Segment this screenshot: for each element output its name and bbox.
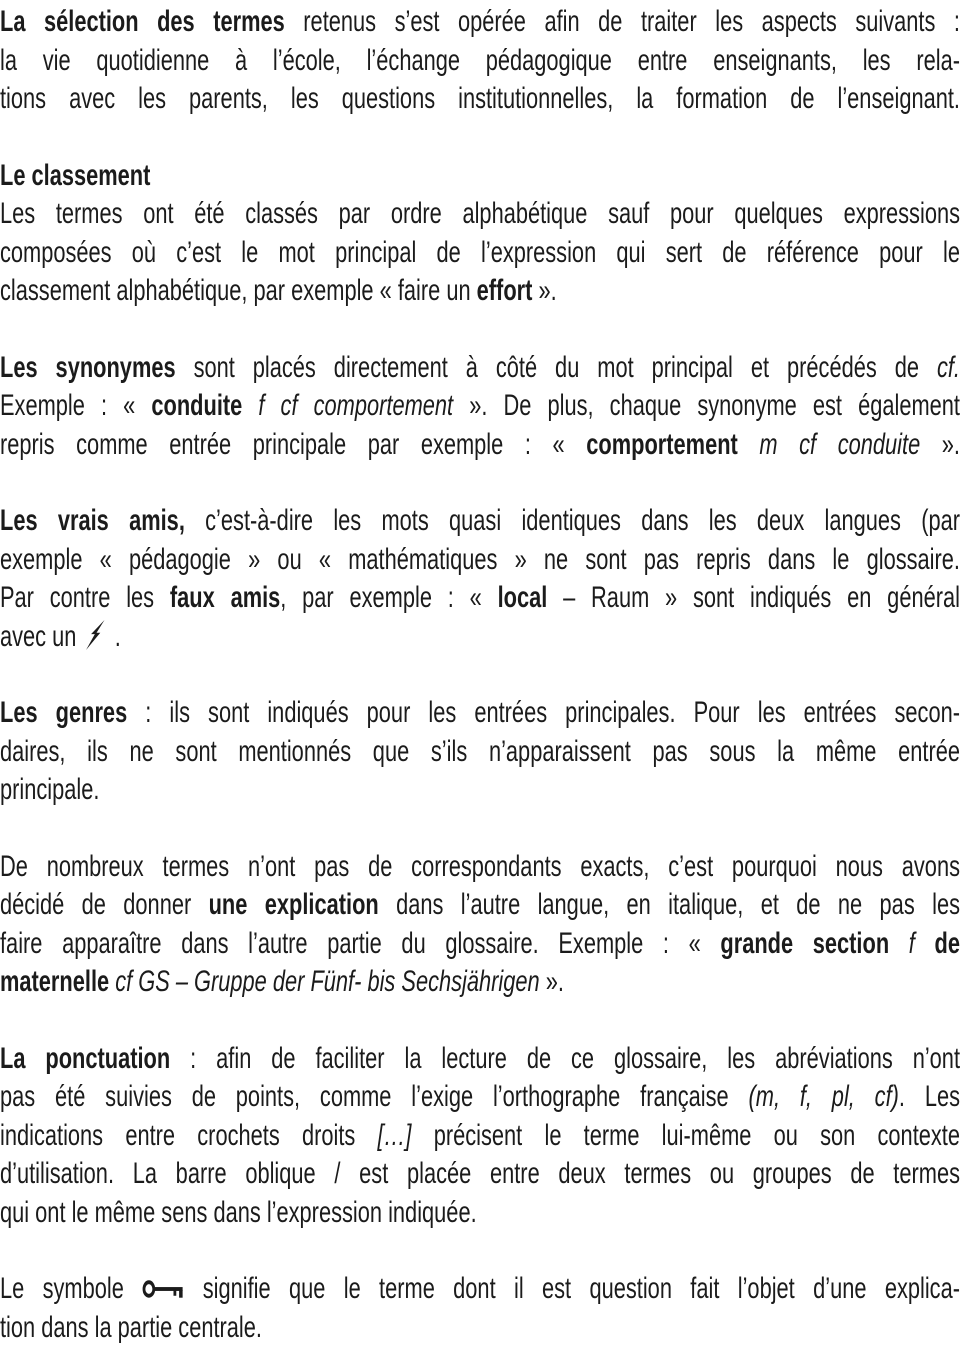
- text-run: comportement: [586, 427, 738, 461]
- text-run: composées où c’est le mot principal de l’expression qui sert de référence pour le: [0, 235, 960, 269]
- text-line: [0, 1270, 960, 1309]
- lightning-bolt-icon: [82, 620, 108, 650]
- synonymes-paragraph: [0, 349, 960, 465]
- text-run: maternelle: [0, 965, 110, 998]
- selection-paragraph: [0, 3, 960, 119]
- text-run: tions avec les parents, les questions institutionnelles, la formation de l’enseignant.: [0, 82, 960, 115]
- symbole-paragraph: [0, 1270, 960, 1347]
- text-run: Le symbole: [0, 1272, 143, 1305]
- text-line: [0, 502, 960, 541]
- text-run: daires, ils ne sont mentionnés que s’ils n’apparaissent pas sous la même entrée: [0, 734, 960, 768]
- text-run: De nombreux termes n’ont pas de correspondants exacts, c’est pourquoi nous avons: [0, 849, 960, 883]
- text-line: [0, 3, 960, 42]
- text-run: qui ont le même sens dans l’expression indiquée.: [0, 1195, 477, 1229]
- text-line: [0, 963, 960, 1002]
- text-line: [0, 1155, 960, 1194]
- classement-heading: [0, 157, 960, 196]
- text-run: Les genres: [0, 696, 128, 729]
- text-run: ». De plus, chaque synonyme est également: [453, 389, 960, 422]
- text-run: sont placés directement à côté du mot principal et précédés de: [175, 350, 937, 384]
- text-line: [0, 426, 960, 465]
- text-line: [0, 848, 960, 887]
- text-run: Le classement: [0, 158, 151, 192]
- text-run: c’est-à-dire les mots quasi identiques dans les deux langues (par: [184, 504, 960, 537]
- text-line: [0, 1194, 960, 1233]
- text-run: , par exemple : «: [280, 581, 498, 614]
- text-line: [0, 42, 960, 81]
- text-run: tion dans la partie centrale.: [0, 1310, 262, 1344]
- text-run: avec un: [0, 619, 83, 653]
- text-line: [0, 234, 960, 273]
- text-run: pas été suivies de points, comme l’exige l’orthographe française: [0, 1080, 749, 1113]
- text-run: [889, 927, 909, 960]
- text-line: [0, 694, 960, 733]
- text-run: [242, 389, 258, 422]
- text-run: : afin de faciliter la lecture de ce glossaire, les abréviations n’ont: [170, 1041, 960, 1075]
- text-line: [0, 1117, 960, 1156]
- text-run: cf.: [936, 350, 960, 384]
- text-run: .: [108, 619, 121, 653]
- text-line: [0, 387, 960, 426]
- text-run: cf GS – Gruppe der Fünf- bis Sechsjährigen: [115, 965, 540, 998]
- text-line: [0, 618, 960, 657]
- text-line: [0, 541, 960, 580]
- text-run: exemple « pédagogie » ou « mathématiques » ne sont pas repris dans le glossaire.: [0, 542, 960, 576]
- text-line: [0, 272, 960, 311]
- text-run: […]: [377, 1118, 412, 1152]
- text-run: conduite: [151, 389, 243, 422]
- text-run: Par contre les: [0, 581, 170, 614]
- text-run: signifie que le terme dont il est question fait l’objet d’une explica-: [184, 1272, 960, 1305]
- text-run: repris comme entrée principale par exemple : «: [0, 427, 587, 461]
- text-run: ».: [532, 274, 557, 307]
- text-run: décidé de donner: [0, 888, 209, 921]
- text-run: Les synonymes: [0, 350, 176, 384]
- text-line: [0, 1040, 960, 1079]
- text-line: [0, 349, 960, 388]
- text-run: f cf comportement: [258, 389, 454, 422]
- text-run: ».: [539, 965, 564, 998]
- text-line: [0, 1078, 960, 1117]
- text-run: local: [497, 581, 548, 614]
- text-run: principale.: [0, 773, 100, 806]
- text-run: ».: [920, 427, 960, 461]
- text-run: m cf conduite: [759, 427, 921, 461]
- text-run: de: [934, 926, 960, 960]
- text-line: [0, 80, 960, 119]
- genres-paragraph: [0, 694, 960, 810]
- text-run: f: [908, 926, 915, 960]
- text-run: [738, 428, 760, 461]
- text-run: (m, f, pl, cf): [748, 1080, 899, 1113]
- text-line: [0, 1309, 960, 1348]
- text-run: Exemple : «: [0, 389, 152, 422]
- text-run: une explication: [208, 888, 379, 921]
- text-run: La ponctuation: [0, 1041, 171, 1075]
- text-run: grande section: [720, 926, 890, 960]
- text-run: effort: [476, 274, 533, 307]
- text-run: faire apparaître dans l’autre partie du glossaire. Exemple : «: [0, 926, 721, 960]
- text-run: . Les: [898, 1080, 960, 1113]
- text-run: indications entre crochets droits: [0, 1118, 378, 1152]
- text-run: retenus s’est opérée afin de traiter les aspects suivants :: [284, 5, 960, 38]
- text-run: dans l’autre langue, en italique, et de ne pas les: [378, 888, 960, 921]
- text-run: Les termes ont été classés par ordre alphabétique sauf pour quelques expressions: [0, 197, 960, 230]
- text-run: Les vrais amis,: [0, 504, 185, 537]
- text-line: [0, 195, 960, 234]
- text-line: [0, 886, 960, 925]
- text-line: [0, 925, 960, 964]
- text-line: [0, 157, 960, 196]
- text-run: classement alphabétique, par exemple « faire un: [0, 274, 477, 307]
- ponctuation-paragraph: [0, 1040, 960, 1233]
- text-run: précisent le terme lui-même ou son contexte: [411, 1118, 960, 1152]
- explication-paragraph: [0, 848, 960, 1002]
- classement-paragraph: [0, 195, 960, 311]
- text-line: [0, 733, 960, 772]
- text-run: [915, 927, 935, 960]
- key-icon: [142, 1279, 184, 1299]
- text-run: d’utilisation. La barre oblique / est placée entre deux termes ou groupes de termes: [0, 1157, 960, 1190]
- text-run: – Raum » sont indiqués en général: [547, 581, 960, 614]
- text-run: faux amis: [169, 581, 281, 614]
- vrais-amis-paragraph: [0, 502, 960, 656]
- text-run: la vie quotidienne à l’école, l’échange pédagogique entre enseignants, les rela-: [0, 43, 960, 77]
- text-line: [0, 771, 960, 810]
- text-line: [0, 579, 960, 618]
- text-run: La sélection des termes: [0, 5, 285, 38]
- text-run: : ils sont indiqués pour les entrées principales. Pour les entrées secon-: [127, 696, 960, 729]
